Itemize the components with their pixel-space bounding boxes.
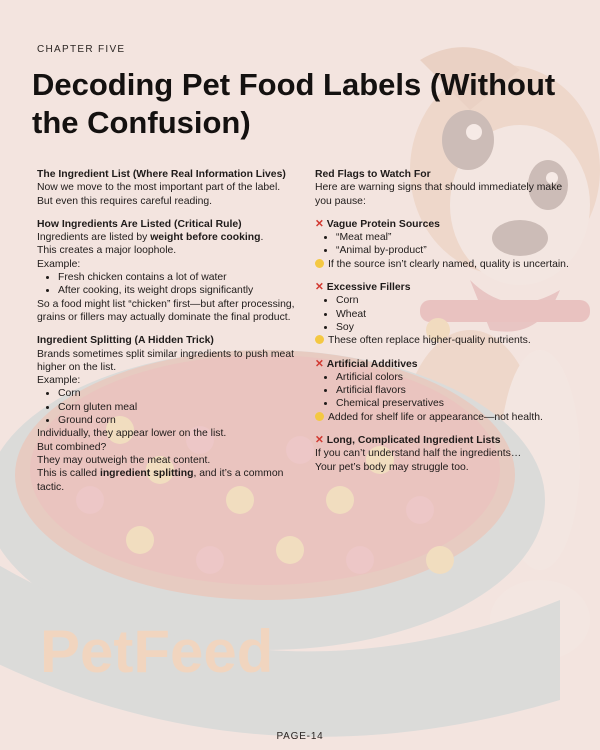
section-heading-ingredient-splitting: Ingredient Splitting (A Hidden Trick)	[37, 335, 214, 347]
list-item: • Ground corn	[58, 414, 305, 427]
list-item: • Chemical preservatives	[336, 397, 570, 410]
section-heading-red-flags: Red Flags to Watch For	[315, 169, 431, 180]
cross-icon: ✕	[315, 435, 324, 447]
chapter-label: CHAPTER FIVE	[37, 44, 126, 55]
section-heading-ingredient-list: The Ingredient List (Where Real Information Lives)	[37, 169, 286, 180]
paragraph: Here are warning signs that should immediately make you pause:	[315, 182, 563, 207]
bowl-brand-text: PetFeed	[40, 618, 274, 685]
paragraph: Brands sometimes split similar ingredients to push meat higher on the list.	[37, 348, 294, 373]
page-number: PAGE-14	[276, 731, 324, 742]
red-flag-heading: ✕ Vague Protein Sources	[315, 218, 440, 230]
example-label: Example:	[37, 375, 81, 387]
paragraph: This creates a major loophole.	[37, 245, 177, 257]
page-title: Decoding Pet Food Labels (Without the Confusion)	[32, 67, 556, 140]
lightbulb-icon	[315, 335, 324, 344]
paragraph: Now we move to the most important part of the label.	[37, 182, 281, 194]
paragraph: If you can’t understand half the ingredients…	[315, 448, 522, 460]
list-item: • “Meat meal”	[336, 231, 570, 244]
red-flag-heading: ✕ Long, Complicated Ingredient Lists	[315, 435, 501, 447]
list-item: • Artificial flavors	[336, 384, 570, 397]
cross-icon: ✕	[315, 282, 324, 294]
bullet-list	[315, 231, 570, 258]
lightbulb-icon	[315, 412, 324, 421]
paragraph: But even this requires careful reading.	[37, 195, 213, 207]
bullet-list	[315, 294, 570, 334]
cross-icon: ✕	[315, 218, 324, 230]
left-column	[37, 168, 305, 494]
bullet-list	[37, 271, 305, 298]
note: These often replace higher-quality nutrients.	[315, 334, 570, 347]
list-item: • Artificial colors	[336, 371, 570, 384]
paragraph: They may outweigh the meat content.	[37, 454, 211, 466]
paragraph: But combined?	[37, 441, 107, 453]
list-item: • Corn	[336, 294, 570, 307]
right-column	[315, 168, 570, 474]
cross-icon: ✕	[315, 358, 324, 370]
bullet-list	[315, 371, 570, 411]
list-item: • Corn	[58, 387, 305, 400]
paragraph: So a food might list “chicken” first—but after processing, grains or fillers may actually dominate the final product.	[37, 298, 295, 323]
list-item: • Wheat	[336, 308, 570, 321]
note: If the source isn’t clearly named, quality is uncertain.	[315, 258, 570, 271]
paragraph: Your pet’s body may struggle too.	[315, 461, 469, 473]
note: Added for shelf life or appearance—not health.	[315, 411, 570, 424]
bullet-list	[37, 387, 305, 427]
paragraph: Individually, they appear lower on the list.	[37, 428, 227, 440]
paragraph: This is called ingredient splitting, and it’s a common tactic.	[37, 468, 284, 493]
list-item: • Fresh chicken contains a lot of water	[58, 271, 305, 284]
lightbulb-icon	[315, 259, 324, 268]
red-flag-heading: ✕ Artificial Additives	[315, 358, 418, 370]
paragraph: Ingredients are listed by weight before cooking.	[37, 232, 264, 244]
list-item: • “Animal by-product”	[336, 244, 570, 257]
section-heading-how-listed: How Ingredients Are Listed (Critical Rule)	[37, 218, 242, 230]
red-flag-heading: ✕ Excessive Fillers	[315, 282, 411, 294]
example-label: Example:	[37, 258, 81, 270]
list-item: • Soy	[336, 321, 570, 334]
list-item: • After cooking, its weight drops significantly	[58, 284, 305, 297]
list-item: • Corn gluten meal	[58, 401, 305, 414]
